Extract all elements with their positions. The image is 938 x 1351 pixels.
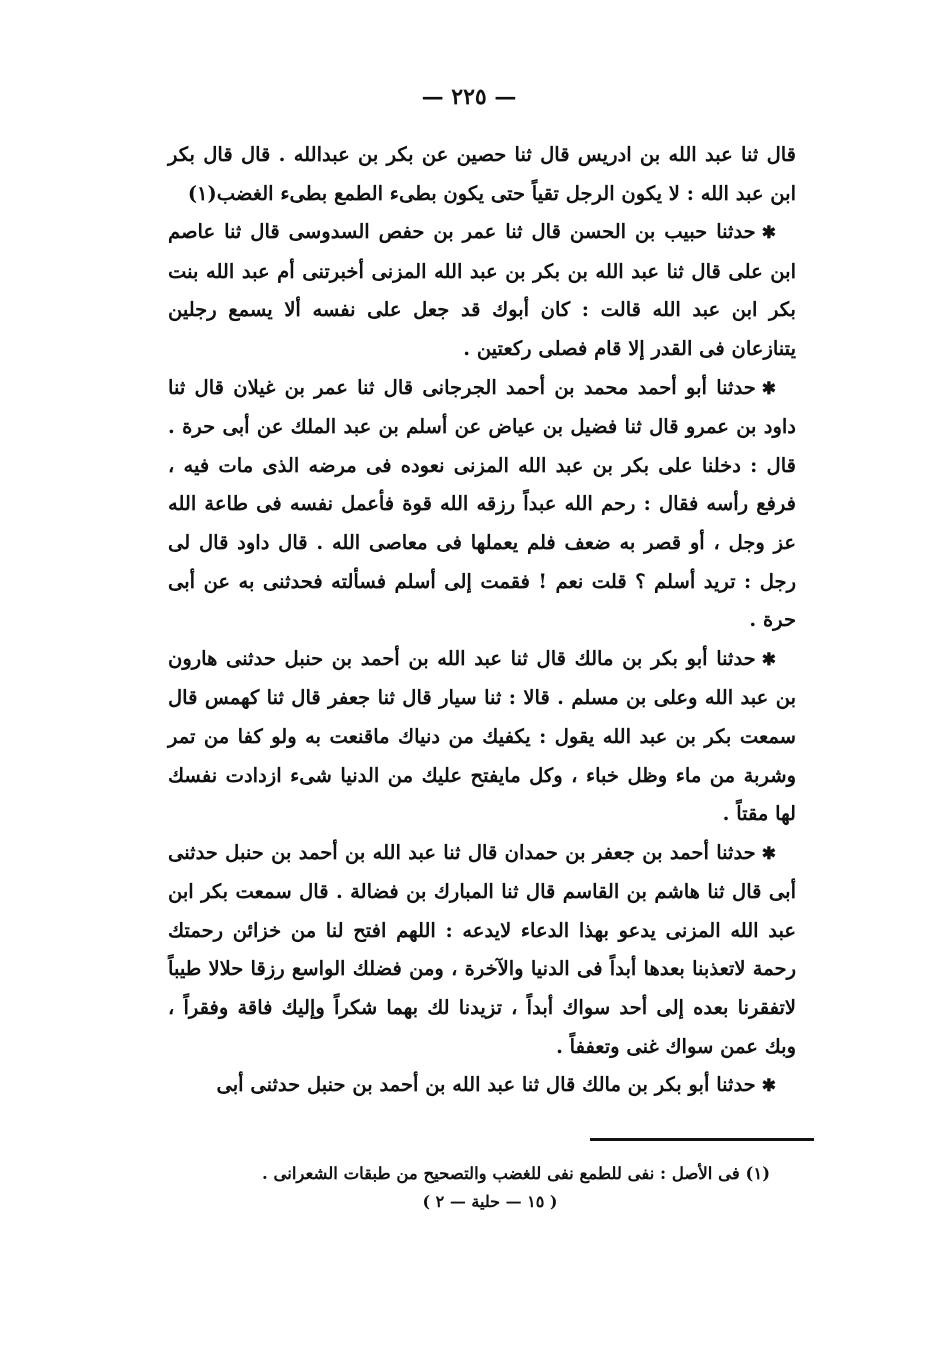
asterisk-icon: ✱ [761,1076,776,1097]
paragraph-text: حدثنا أحمد بن جعفر بن حمدان قال ثنا عبد الله بن أحمد بن حنبل حدثنى أبى قال ثنا هاشم بن القاسم قال ثنا المبارك بن فضالة . قال سمعت بكر ابن عبد الله المزنى يدعو بهذا الدعاء لايدعه : اللهم افتح لنا من خزائن رحمتك رحمة لاتعذبنا بعدها أبداً فى الدنيا والآخرة ، ومن فضلك الواسع رزقا حلالا طيباً لاتفقرنا بعده إلى أحد سواك أبداً ، تزيدنا لك بهما شكراً وإليك فاقة وفقراً ، وبك عمن سواك غنى وتعففاً . [168,840,796,1058]
printer-signature: ( ١٥ — حلية — ٢ ) [422,1192,558,1211]
paragraph-5 [168,834,796,1067]
asterisk-icon: ✱ [761,223,776,244]
footnote-divider [590,1138,814,1141]
paragraph-6 [168,1066,796,1106]
asterisk-icon: ✱ [761,378,776,399]
paragraph-3 [168,369,796,640]
asterisk-icon: ✱ [761,649,776,670]
paragraph-2 [168,213,796,368]
footnote: (١) فى الأصل : نفى للطمع نفى للغضب والتصحيح من طبقات الشعرانى . [262,1164,770,1183]
paragraph-text: قال ثنا عبد الله بن ادريس قال ثنا حصين عن بكر بن عبدالله . قال قال بكر ابن عبد الله : لا يكون الرجل تقياً حتى يكون بطىء الطمع بطىء الغضب(١) [168,143,796,205]
paragraph-4 [168,640,796,834]
paragraph-text: حدثنا أبو بكر بن مالك قال ثنا عبد الله بن أحمد بن حنبل حدثنى أبى [216,1073,756,1097]
paragraph-text: حدثنا أبو أحمد محمد بن أحمد الجرجانى قال ثنا عمر بن غيلان قال ثنا داود بن عمرو قال ثنا فضيل بن عياض عن أسلم بن عبد الملك عن أبى حرة . قال : دخلنا على بكر بن عبد الله المزنى نعوده فى مرضه الذى مات فيه ، فرفع رأسه فقال : رحم الله عبداً رزقه الله قوة فأعمل نفسه فى طاعة الله عز وجل ، أو قصر به ضعف فلم يعملها فى معاصى الله . قال داود قال لى رجل : تريد أسلم ؟ قلت نعم ! فقمت إلى أسلم فسألته فحدثنى به عن أبى حرة . [168,375,796,632]
asterisk-icon: ✱ [761,843,776,864]
paragraph-text: حدثنا أبو بكر بن مالك قال ثنا عبد الله بن أحمد بن حنبل حدثنى هارون بن عبد الله وعلى بن مسلم . قالا : ثنا سيار قال ثنا جعفر قال ثنا كهمس قال سمعت بكر بن عبد الله يقول : يكفيك من دنياك ماقنعت به ولو كفا من تمر وشربة من ماء وظل خباء ، وكل مايفتح عليك من الدنيا شىء ازدادت نفسك لها مقتاً . [168,646,796,826]
page-number: — ٢٢٥ — [421,84,517,110]
main-text [168,136,796,1106]
paragraph-text: حدثنا حبيب بن الحسن قال ثنا عمر بن حفص السدوسى قال ثنا عاصم ابن على قال ثنا عبد الله بن بكر بن عبد الله المزنى أخبرتنى أم عبد الله بنت بكر ابن عبد الله قالت : كان أبوك قد جعل على نفسه ألا يسمع رجلين يتنازعان فى القدر إلا قام فصلى ركعتين . [168,220,796,360]
paragraph-1 [168,136,796,213]
